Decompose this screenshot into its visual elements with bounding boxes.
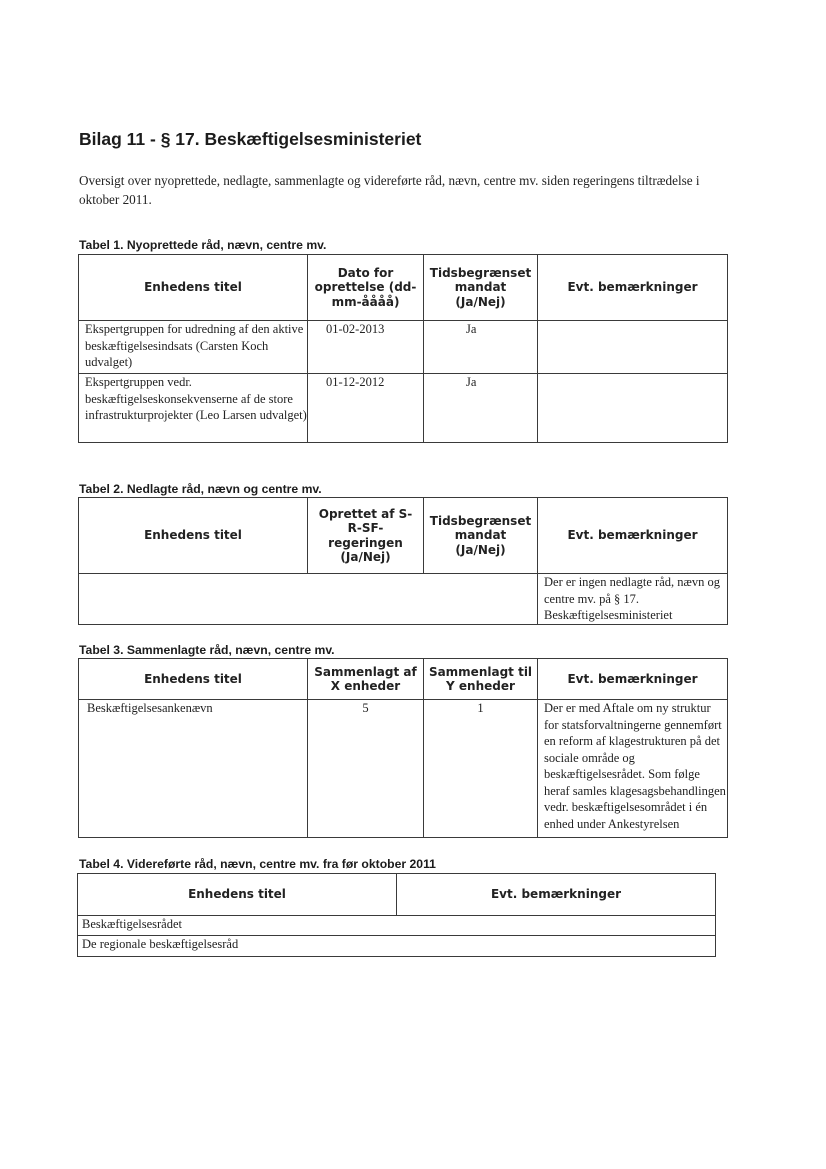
table1 [78,254,728,443]
intro-paragraph: Oversigt over nyoprettede, nedlagte, sammenlagte og videreførte råd, nævn, centre mv. siden regeringens tiltrædelse i oktober 2011. [79,173,700,207]
table1-row2-remarks [538,374,728,443]
table2-header-title: Enhedens titel [79,498,308,574]
table2-row1-created [308,574,424,625]
table-row [79,374,728,443]
table2-header-mandate: Tidsbegrænset mandat (Ja/Nej) [424,498,538,574]
table4-header-row [78,874,716,916]
table1-row1-date: 01-02-2013 [308,321,424,374]
table3-header-remarks: Evt. bemærkninger [538,659,728,700]
table3-row1-remarks: Der er med Aftale om ny struktur for statsforvaltningerne gennemført en reform af klagestrukturen på det sociale område og beskæftigelsesrådet. Som følge heraf samles klagesagsbehandlingen vedr. beskæftigelsesområdet i én enhed under Ankestyrelsen [538,700,728,838]
table2-header-row [79,498,728,574]
table3 [78,658,728,838]
table2-row1-mandate [424,574,538,625]
table3-row1-title: Beskæftigelsesankenævn [79,700,308,838]
table1-header-mandate: Tidsbegrænset mandat (Ja/Nej) [424,255,538,321]
table1-caption: Tabel 1. Nyoprettede råd, nævn, centre mv. [79,238,327,252]
table-row [79,700,728,838]
table3-header-y: Sammenlagt til Y enheder [424,659,538,700]
table3-header-x: Sammenlagt af X enheder [308,659,424,700]
table4-row1-title: Beskæftigelsesrådet [78,916,397,936]
table4-header-title: Enhedens titel [78,874,397,916]
table-row [78,936,716,957]
table2-row1-remarks: Der er ingen nedlagte råd, nævn og centre mv. på § 17. Beskæftigelsesministeriet [538,574,728,625]
table1-header-date: Dato for oprettelse (dd-mm-åååå) [308,255,424,321]
table3-header-row [79,659,728,700]
table4-header-remarks: Evt. bemærkninger [397,874,716,916]
table2 [78,497,728,625]
table1-row2-title: Ekspertgruppen vedr. beskæftigelseskonsekvenserne af de store infrastrukturprojekter (Leo Larsen udvalget) [79,374,308,443]
table-row [78,916,716,936]
table1-header-remarks: Evt. bemærkninger [538,255,728,321]
table3-header-title: Enhedens titel [79,659,308,700]
table1-row1-mandate: Ja [424,321,538,374]
table2-row1-title [79,574,308,625]
table3-row1-y: 1 [424,700,538,838]
table1-header-row [79,255,728,321]
table1-header-title: Enhedens titel [79,255,308,321]
table4-row2-title: De regionale beskæftigelsesråd [78,936,397,957]
table2-header-remarks: Evt. bemærkninger [538,498,728,574]
page-heading: Bilag 11 - § 17. Beskæftigelsesministeriet [79,129,422,149]
table-row [79,574,728,625]
table1-row2-mandate: Ja [424,374,538,443]
table-row [79,321,728,374]
table1-row1-title: Ekspertgruppen for udredning af den aktive beskæftigelsesindsats (Carsten Koch udvalget) [79,321,308,374]
table1-row2-date: 01-12-2012 [308,374,424,443]
table2-header-created: Oprettet af S-R-SF-regeringen (Ja/Nej) [308,498,424,574]
table4 [77,873,716,957]
table4-row2-remarks [397,936,716,957]
table1-row1-remarks [538,321,728,374]
table4-caption: Tabel 4. Videreførte råd, nævn, centre mv. fra før oktober 2011 [79,857,436,871]
table3-row1-x: 5 [308,700,424,838]
table4-row1-remarks [397,916,716,936]
table2-caption: Tabel 2. Nedlagte råd, nævn og centre mv. [79,482,322,496]
table3-caption: Tabel 3. Sammenlagte råd, nævn, centre mv. [79,643,335,657]
